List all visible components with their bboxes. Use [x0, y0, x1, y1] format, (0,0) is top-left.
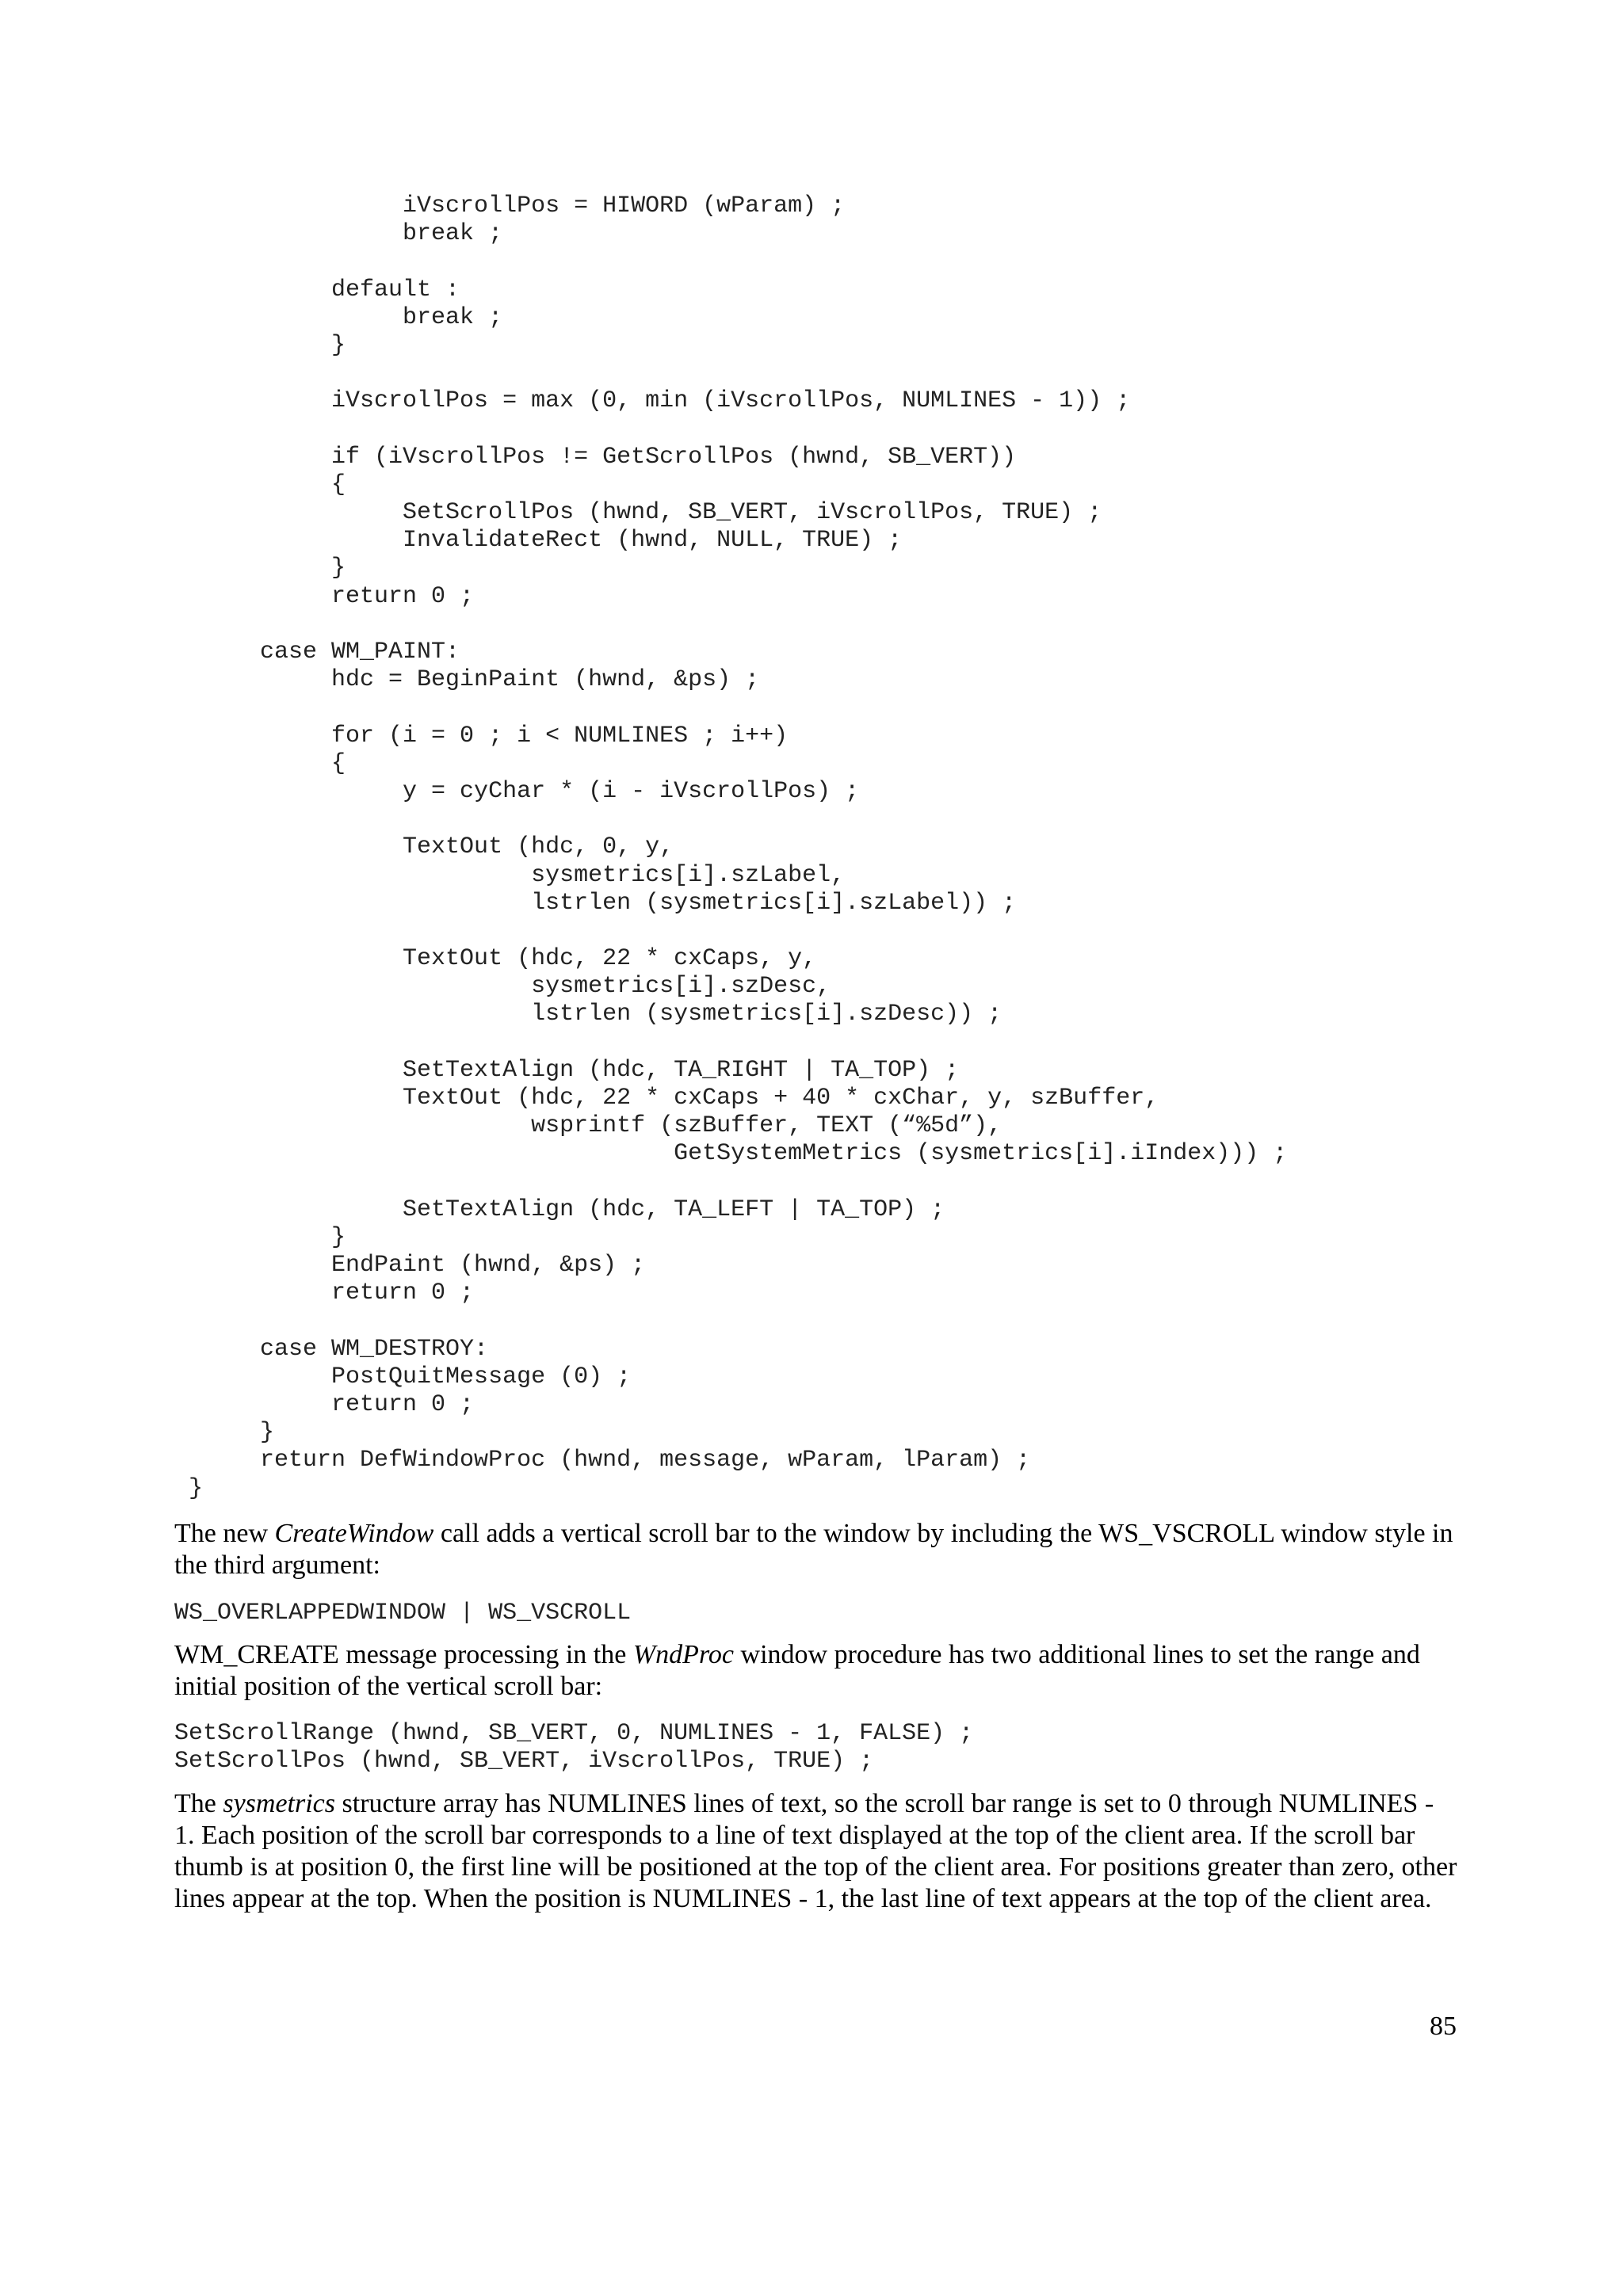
code-window-style [174, 1600, 631, 1627]
code-line: return DefWindowProc (hwnd, message, wParam, lParam) ; [174, 1447, 1031, 1474]
code-line: SetTextAlign (hdc, TA_RIGHT | TA_TOP) ; [174, 1056, 960, 1084]
code-line: hdc = BeginPaint (hwnd, &ps) ; [174, 666, 760, 694]
code-line: y = cyChar * (i - iVscrollPos) ; [174, 777, 860, 805]
code-listing [174, 193, 1287, 1503]
paragraph-text: call adds a vertical scroll bar to the window by including the WS_VSCROLL window style in the third argument: [174, 1519, 1453, 1580]
code-line: WS_OVERLAPPEDWINDOW | WS_VSCROLL [174, 1600, 632, 1627]
code-line: sysmetrics[i].szDesc, [174, 973, 831, 1001]
code-line: } [174, 1474, 204, 1502]
code-line: { [174, 471, 346, 498]
code-line: iVscrollPos = HIWORD (wParam) ; [174, 193, 846, 219]
paragraph-text: structure array has NUMLINES lines of text, so the scroll bar range is set to 0 through NUMLINES - 1. Each position of the scroll bar corresponds to a line of text displayed at the top of the client area. If the scroll bar thumb is at position 0, the first line will be positioned at the top of the client area. For positions greater than zero, other lines appear at the top. When the position is NUMLINES - 1, the last line of text appears at the top of the client area. [174, 1789, 1457, 1913]
function-name-emphasis: CreateWindow [274, 1519, 434, 1548]
code-line: TextOut (hdc, 22 * cxCaps, y, [174, 945, 817, 973]
code-line: } [174, 555, 346, 582]
code-line: return 0 ; [174, 1391, 475, 1419]
code-line: iVscrollPos = max (0, min (iVscrollPos, NUMLINES - 1)) ; [174, 387, 1131, 415]
code-line: EndPaint (hwnd, &ps) ; [174, 1252, 646, 1280]
paragraph-sysmetrics [174, 1788, 1458, 1915]
code-line [174, 611, 1287, 639]
code-line: } [174, 1223, 346, 1251]
page-number: 85 [1430, 2012, 1457, 2041]
paragraph-text: The [174, 1789, 223, 1818]
code-line [174, 1029, 1287, 1057]
code-line: { [174, 749, 346, 777]
code-line: lstrlen (sysmetrics[i].szDesc)) ; [174, 1001, 1002, 1028]
code-line: default : [174, 276, 460, 303]
code-line: SetTextAlign (hdc, TA_LEFT | TA_TOP) ; [174, 1196, 945, 1223]
code-line: case WM_PAINT: [174, 639, 460, 666]
variable-name-emphasis: sysmetrics [223, 1789, 336, 1818]
paragraph-text: The new [174, 1519, 275, 1548]
code-line: } [174, 1419, 275, 1447]
code-line: break ; [174, 303, 503, 331]
code-line: SetScrollRange (hwnd, SB_VERT, 0, NUMLINES - 1, FALSE) ; [174, 1720, 974, 1747]
code-line: return 0 ; [174, 582, 475, 610]
paragraph-wmcreate [174, 1639, 1458, 1703]
code-line: TextOut (hdc, 22 * cxCaps + 40 * cxChar, y, szBuffer, [174, 1085, 1159, 1112]
code-line [174, 1169, 1287, 1196]
code-line: sysmetrics[i].szLabel, [174, 861, 846, 889]
paragraph-createwindow [174, 1518, 1458, 1581]
code-line: SetScrollPos (hwnd, SB_VERT, iVscrollPos, TRUE) ; [174, 1748, 874, 1775]
code-line: for (i = 0 ; i < NUMLINES ; i++) [174, 722, 789, 749]
function-name-emphasis: WndProc [632, 1640, 735, 1669]
code-line: } [174, 331, 346, 359]
code-line: GetSystemMetrics (sysmetrics[i].iIndex))) ; [174, 1140, 1288, 1168]
code-line: lstrlen (sysmetrics[i].szLabel)) ; [174, 889, 1017, 917]
code-line [174, 694, 1287, 722]
code-line: PostQuitMessage (0) ; [174, 1363, 632, 1390]
paragraph-text: window procedure has two additional lines to set the range and initial position of the vertical scroll bar: [174, 1640, 1420, 1701]
code-line: TextOut (hdc, 0, y, [174, 833, 674, 861]
code-line: wsprintf (szBuffer, TEXT (“%5d”), [174, 1112, 1002, 1140]
code-line [174, 1308, 1287, 1336]
code-line [174, 917, 1287, 945]
paragraph-text: WM_CREATE message processing in the [174, 1640, 633, 1669]
code-line [174, 806, 1287, 833]
code-line [174, 416, 1287, 444]
code-line: break ; [174, 220, 503, 248]
code-scroll-setup [174, 1720, 973, 1775]
code-line [174, 248, 1287, 276]
code-line: SetScrollPos (hwnd, SB_VERT, iVscrollPos, TRUE) ; [174, 499, 1102, 527]
code-line: case WM_DESTROY: [174, 1335, 489, 1363]
code-line: return 0 ; [174, 1280, 475, 1307]
code-line: InvalidateRect (hwnd, NULL, TRUE) ; [174, 527, 903, 555]
code-line: if (iVscrollPos != GetScrollPos (hwnd, SB_VERT)) [174, 443, 1017, 471]
code-line [174, 360, 1287, 387]
